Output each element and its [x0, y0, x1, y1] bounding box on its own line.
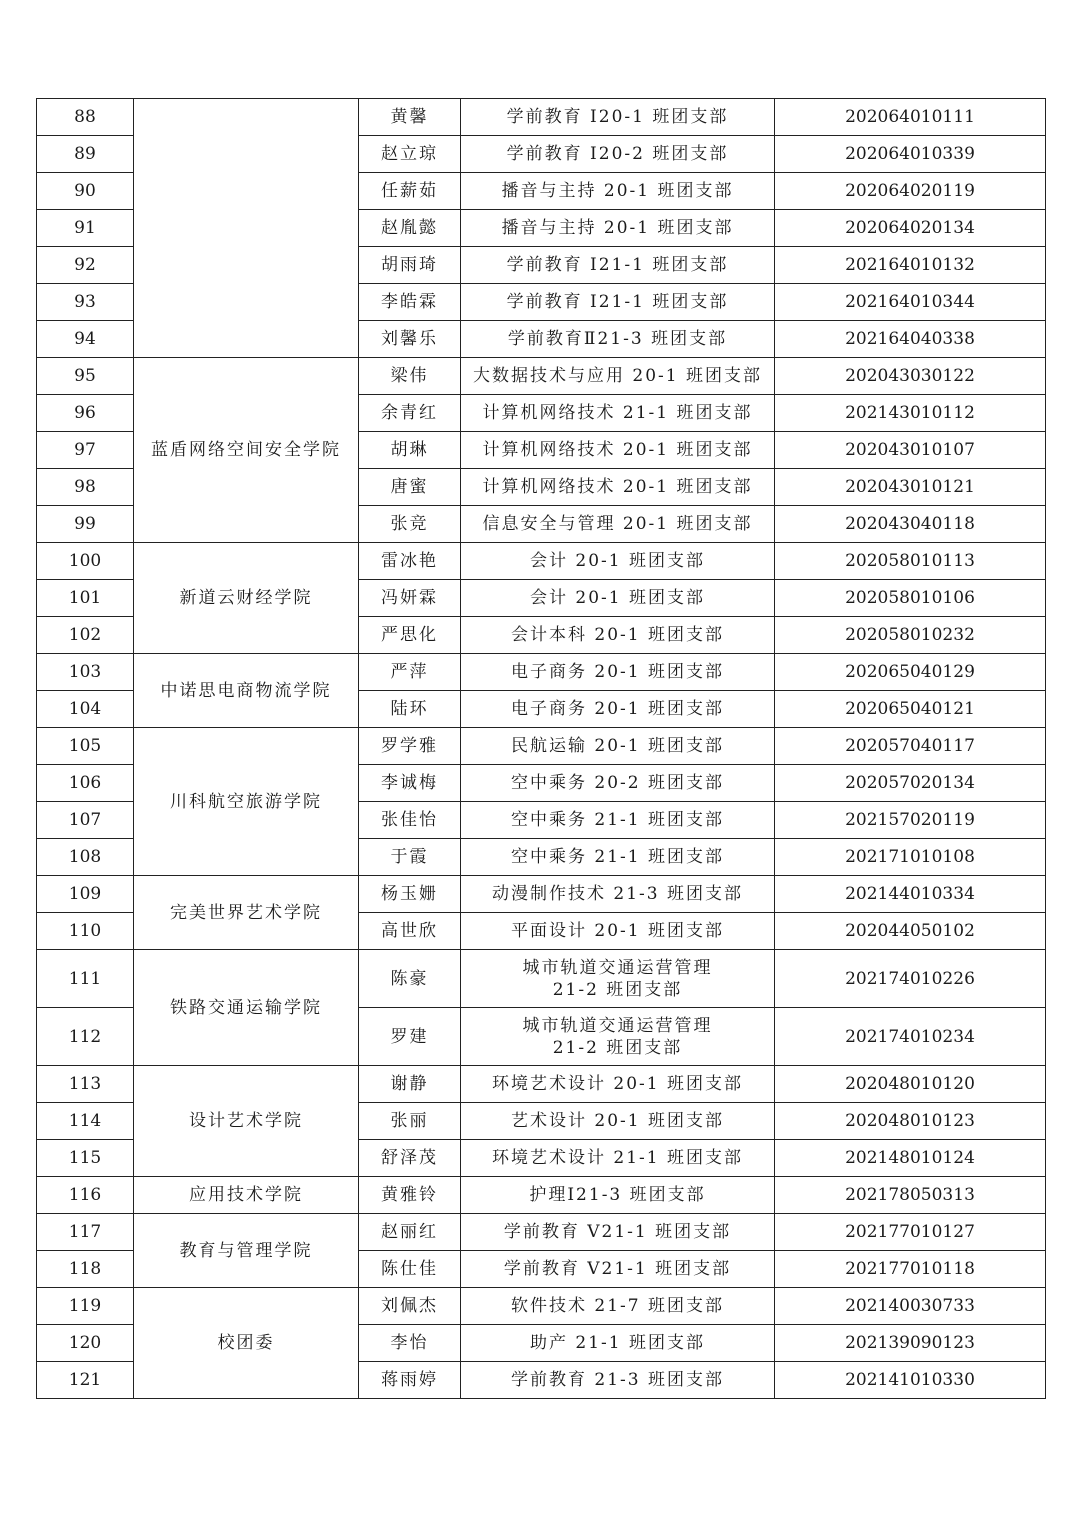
branch-name	[461, 1008, 775, 1066]
table-row	[37, 1177, 1046, 1214]
member-name: 罗学雅	[359, 728, 461, 765]
branch-name-line: 21-2 班团支部	[552, 1037, 683, 1058]
member-name: 高世欣	[359, 913, 461, 950]
branch-name-line: 学前教育 V21-1 班团支部	[503, 1259, 732, 1279]
student-id: 202064020119	[775, 173, 1046, 210]
member-name: 任薪茹	[359, 173, 461, 210]
student-id: 202057020134	[775, 765, 1046, 802]
member-name: 张佳怡	[359, 802, 461, 839]
branch-name	[461, 1288, 775, 1325]
student-id: 202043040118	[775, 506, 1046, 543]
student-id: 202058010232	[775, 617, 1046, 654]
branch-name-line: 播音与主持 20-1 班团支部	[501, 218, 734, 238]
branch-name-line: 会计 20-1 班团支部	[530, 551, 705, 571]
student-id: 202139090123	[775, 1325, 1046, 1362]
student-id: 202141010330	[775, 1362, 1046, 1399]
row-number: 116	[37, 1177, 134, 1214]
row-number: 118	[37, 1251, 134, 1288]
member-name: 罗建	[359, 1008, 461, 1066]
branch-name	[461, 765, 775, 802]
row-number: 120	[37, 1325, 134, 1362]
branch-name	[461, 839, 775, 876]
student-id: 202148010124	[775, 1140, 1046, 1177]
student-id: 202177010127	[775, 1214, 1046, 1251]
branch-name	[461, 432, 775, 469]
student-id: 202064010111	[775, 99, 1046, 136]
branch-name-line: 护理Ⅰ21-3 班团支部	[529, 1185, 706, 1205]
branch-name	[461, 358, 775, 395]
student-id: 202058010113	[775, 543, 1046, 580]
member-name: 陈豪	[359, 950, 461, 1008]
branch-name	[461, 617, 775, 654]
row-number: 95	[37, 358, 134, 395]
student-id: 202140030733	[775, 1288, 1046, 1325]
student-id: 202178050313	[775, 1177, 1046, 1214]
member-name: 冯妍霖	[359, 580, 461, 617]
table-row	[37, 1288, 1046, 1325]
row-number: 112	[37, 1008, 134, 1066]
row-number: 88	[37, 99, 134, 136]
student-id: 202164040338	[775, 321, 1046, 358]
row-number: 101	[37, 580, 134, 617]
branch-name	[461, 1214, 775, 1251]
table-row	[37, 654, 1046, 691]
student-id: 202157020119	[775, 802, 1046, 839]
college-name: 教育与管理学院	[134, 1214, 359, 1288]
row-number: 92	[37, 247, 134, 284]
branch-name	[461, 1066, 775, 1103]
student-id: 202043010121	[775, 469, 1046, 506]
branch-name-line: 学前教育 I21-1 班团支部	[506, 292, 729, 312]
row-number: 100	[37, 543, 134, 580]
branch-name	[461, 136, 775, 173]
branch-name-line: 动漫制作技术 21-3 班团支部	[492, 884, 743, 904]
college-name: 中诺思电商物流学院	[134, 654, 359, 728]
branch-name	[461, 580, 775, 617]
table-row	[37, 950, 1046, 1008]
college-name: 川科航空旅游学院	[134, 728, 359, 876]
college-name: 新道云财经学院	[134, 543, 359, 654]
row-number: 94	[37, 321, 134, 358]
member-name: 张丽	[359, 1103, 461, 1140]
member-name: 陈仕佳	[359, 1251, 461, 1288]
member-name: 蒋雨婷	[359, 1362, 461, 1399]
member-name: 赵丽红	[359, 1214, 461, 1251]
branch-name	[461, 173, 775, 210]
branch-name-line: 空中乘务 21-1 班团支部	[511, 847, 724, 867]
student-id: 202064010339	[775, 136, 1046, 173]
branch-name-line: 空中乘务 21-1 班团支部	[511, 810, 724, 830]
branch-name	[461, 1177, 775, 1214]
row-number: 115	[37, 1140, 134, 1177]
student-id: 202043010107	[775, 432, 1046, 469]
branch-name-line: 环境艺术设计 21-1 班团支部	[492, 1148, 743, 1168]
table-row	[37, 358, 1046, 395]
row-number: 99	[37, 506, 134, 543]
row-number: 108	[37, 839, 134, 876]
branch-name-line: 空中乘务 20-2 班团支部	[511, 773, 724, 793]
branch-name	[461, 1251, 775, 1288]
member-name: 胡琳	[359, 432, 461, 469]
branch-name-line: 学前教育 I20-2 班团支部	[506, 144, 729, 164]
branch-name-line: 学前教育 I21-1 班团支部	[506, 255, 729, 275]
student-id: 202174010234	[775, 1008, 1046, 1066]
branch-name-line: 播音与主持 20-1 班团支部	[501, 181, 734, 201]
student-id: 202164010132	[775, 247, 1046, 284]
branch-name-line: 民航运输 20-1 班团支部	[511, 736, 724, 756]
member-name: 张竞	[359, 506, 461, 543]
row-number: 107	[37, 802, 134, 839]
branch-name	[461, 1362, 775, 1399]
college-name: 设计艺术学院	[134, 1066, 359, 1177]
row-number: 98	[37, 469, 134, 506]
student-id: 202174010226	[775, 950, 1046, 1008]
branch-name-line: 艺术设计 20-1 班团支部	[511, 1111, 724, 1131]
row-number: 111	[37, 950, 134, 1008]
branch-name-line: 学前教育 I20-1 班团支部	[506, 107, 729, 127]
branch-name	[461, 469, 775, 506]
college-name: 完美世界艺术学院	[134, 876, 359, 950]
branch-name-line: 平面设计 20-1 班团支部	[511, 921, 724, 941]
college-name: 应用技术学院	[134, 1177, 359, 1214]
branch-name	[461, 950, 775, 1008]
member-name: 舒泽茂	[359, 1140, 461, 1177]
member-name: 刘佩杰	[359, 1288, 461, 1325]
branch-name	[461, 506, 775, 543]
member-name: 黄雅铃	[359, 1177, 461, 1214]
branch-name	[461, 284, 775, 321]
member-name: 雷冰艳	[359, 543, 461, 580]
member-name: 李怡	[359, 1325, 461, 1362]
branch-name	[461, 1140, 775, 1177]
row-number: 103	[37, 654, 134, 691]
student-id: 202048010120	[775, 1066, 1046, 1103]
branch-name-line: 信息安全与管理 20-1 班团支部	[482, 514, 753, 534]
member-name: 赵胤懿	[359, 210, 461, 247]
member-name: 杨玉姗	[359, 876, 461, 913]
branch-name	[461, 691, 775, 728]
row-number: 104	[37, 691, 134, 728]
branch-name-line: 助产 21-1 班团支部	[530, 1333, 705, 1353]
branch-name-line: 计算机网络技术 20-1 班团支部	[482, 440, 753, 460]
row-number: 91	[37, 210, 134, 247]
table-row	[37, 543, 1046, 580]
branch-name-line: 计算机网络技术 20-1 班团支部	[482, 477, 753, 497]
member-name: 赵立琼	[359, 136, 461, 173]
branch-name	[461, 210, 775, 247]
row-number: 121	[37, 1362, 134, 1399]
student-id: 202043030122	[775, 358, 1046, 395]
college-name: 铁路交通运输学院	[134, 950, 359, 1066]
branch-name	[461, 247, 775, 284]
college-name: 蓝盾网络空间安全学院	[134, 358, 359, 543]
student-id: 202048010123	[775, 1103, 1046, 1140]
branch-name-line: 城市轨道交通运营管理	[522, 957, 713, 978]
table-row	[37, 728, 1046, 765]
branch-name	[461, 654, 775, 691]
row-number: 90	[37, 173, 134, 210]
branch-name	[461, 802, 775, 839]
branch-name	[461, 395, 775, 432]
student-id: 202064020134	[775, 210, 1046, 247]
member-name: 黄馨	[359, 99, 461, 136]
branch-name-line: 计算机网络技术 21-1 班团支部	[482, 403, 753, 423]
branch-name	[461, 321, 775, 358]
branch-name-line: 电子商务 20-1 班团支部	[511, 662, 724, 682]
member-name: 李皓霖	[359, 284, 461, 321]
college-name	[134, 99, 359, 358]
branch-name	[461, 99, 775, 136]
branch-name-line: 会计 20-1 班团支部	[530, 588, 705, 608]
row-number: 96	[37, 395, 134, 432]
table-row	[37, 99, 1046, 136]
branch-name-line: 21-2 班团支部	[552, 979, 683, 1000]
member-name: 刘馨乐	[359, 321, 461, 358]
student-id: 202065040129	[775, 654, 1046, 691]
row-number: 113	[37, 1066, 134, 1103]
branch-name-line: 城市轨道交通运营管理	[522, 1015, 713, 1036]
student-id: 202171010108	[775, 839, 1046, 876]
table-row	[37, 1214, 1046, 1251]
branch-name-line: 学前教育 21-3 班团支部	[511, 1370, 724, 1390]
branch-name-line: 大数据技术与应用 20-1 班团支部	[473, 366, 762, 386]
member-name: 于霞	[359, 839, 461, 876]
row-number: 106	[37, 765, 134, 802]
branch-name	[461, 728, 775, 765]
member-name: 严萍	[359, 654, 461, 691]
branch-name	[461, 876, 775, 913]
member-name: 陆环	[359, 691, 461, 728]
row-number: 110	[37, 913, 134, 950]
row-number: 109	[37, 876, 134, 913]
row-number: 114	[37, 1103, 134, 1140]
branch-name	[461, 1325, 775, 1362]
student-id: 202057040117	[775, 728, 1046, 765]
student-id: 202177010118	[775, 1251, 1046, 1288]
table-row	[37, 876, 1046, 913]
member-name: 胡雨琦	[359, 247, 461, 284]
row-number: 105	[37, 728, 134, 765]
table-row	[37, 1066, 1046, 1103]
member-name: 李诚梅	[359, 765, 461, 802]
branch-name	[461, 913, 775, 950]
student-id: 202143010112	[775, 395, 1046, 432]
branch-name-line: 会计本科 20-1 班团支部	[511, 625, 724, 645]
student-id: 202044050102	[775, 913, 1046, 950]
member-name: 余青红	[359, 395, 461, 432]
row-number: 97	[37, 432, 134, 469]
branch-name-line: 电子商务 20-1 班团支部	[511, 699, 724, 719]
row-number: 117	[37, 1214, 134, 1251]
row-number: 119	[37, 1288, 134, 1325]
student-id: 202058010106	[775, 580, 1046, 617]
member-name: 严思化	[359, 617, 461, 654]
member-name: 梁伟	[359, 358, 461, 395]
college-name: 校团委	[134, 1288, 359, 1399]
branch-name-line: 学前教育Ⅱ21-3 班团支部	[507, 329, 728, 349]
branch-name-line: 软件技术 21-7 班团支部	[511, 1296, 724, 1316]
branch-name-line: 环境艺术设计 20-1 班团支部	[492, 1074, 743, 1094]
member-name: 谢静	[359, 1066, 461, 1103]
branch-name	[461, 1103, 775, 1140]
member-name: 唐蜜	[359, 469, 461, 506]
row-number: 89	[37, 136, 134, 173]
branch-name-line: 学前教育 V21-1 班团支部	[503, 1222, 732, 1242]
student-id: 202144010334	[775, 876, 1046, 913]
row-number: 93	[37, 284, 134, 321]
student-id: 202065040121	[775, 691, 1046, 728]
student-id: 202164010344	[775, 284, 1046, 321]
roster-body	[37, 99, 1046, 1399]
member-roster-table	[36, 98, 1046, 1399]
row-number: 102	[37, 617, 134, 654]
branch-name	[461, 543, 775, 580]
